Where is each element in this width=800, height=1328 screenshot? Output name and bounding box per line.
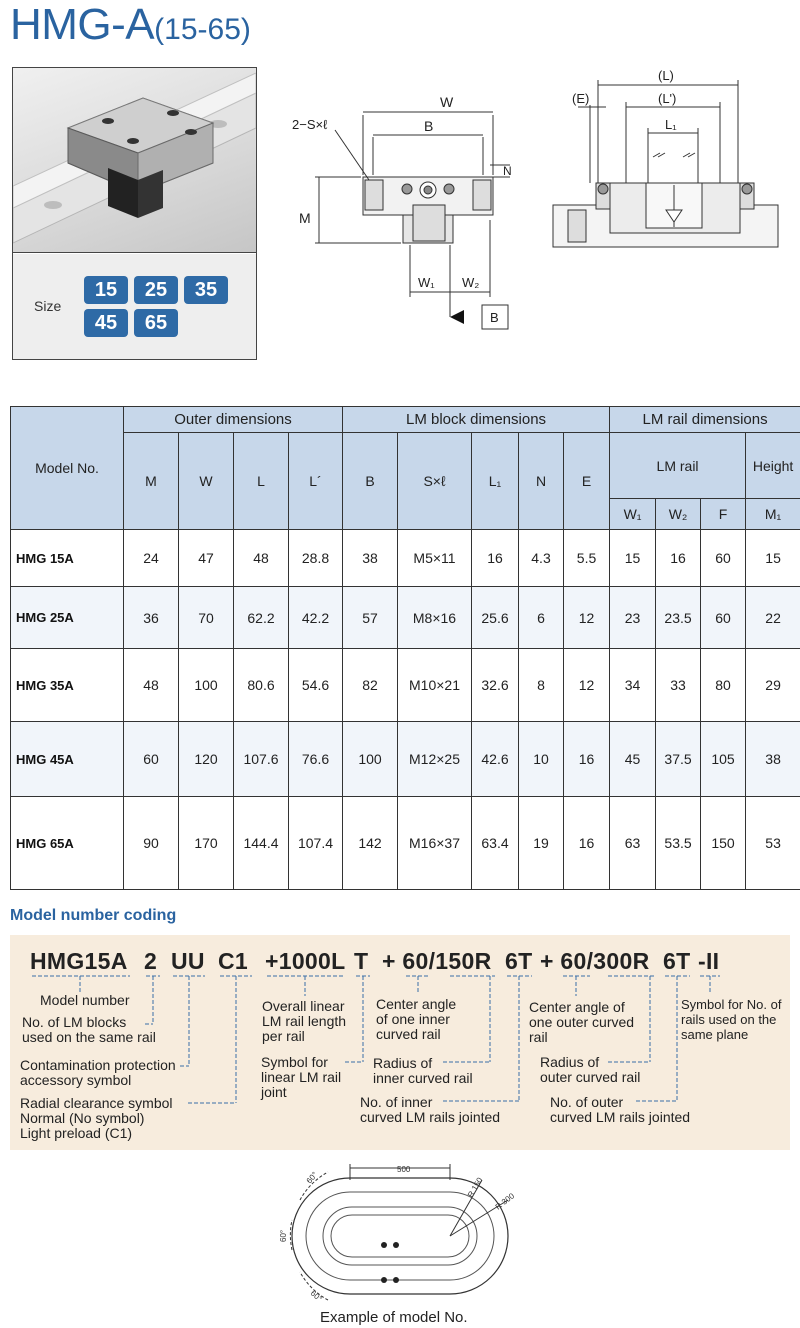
cell-F: 60 — [701, 587, 746, 649]
cell-L: 80.6 — [234, 649, 289, 722]
cell-N: 8 — [519, 649, 564, 722]
coding-label-overall-length — [262, 999, 346, 1044]
lm-rail-subheader: LM rail — [610, 433, 746, 499]
label-M: M — [299, 210, 311, 226]
cell-M1: 29 — [746, 649, 800, 722]
label-L1: L₁ — [665, 117, 677, 132]
title-main: HMG-A — [10, 0, 155, 49]
label-datum-B: B — [490, 310, 499, 325]
coding-label-line: joint — [261, 1084, 287, 1100]
coding-label-line: curved LM rails jointed — [550, 1109, 691, 1125]
code-clearance: C1 — [218, 948, 249, 974]
col-F: F — [701, 499, 746, 530]
cell-F: 60 — [701, 530, 746, 587]
coding-label-inner-radius — [373, 1056, 473, 1086]
cell-W2: 37.5 — [656, 722, 701, 797]
cell-E: 16 — [564, 722, 610, 797]
coding-label-line: linear LM rail — [261, 1069, 342, 1085]
cell-W2: 23.5 — [656, 587, 701, 649]
cell-W2: 16 — [656, 530, 701, 587]
label-E: (E) — [572, 91, 590, 106]
coding-label-line: Overall linear — [262, 998, 345, 1014]
cell-L: 48 — [234, 530, 289, 587]
coding-label-line: used on the same rail — [22, 1029, 156, 1045]
coding-label-line: Radius of — [373, 1055, 433, 1071]
cell-N: 19 — [519, 797, 564, 890]
cell-S: M10×21 — [398, 649, 472, 722]
cell-M: 24 — [124, 530, 179, 587]
code-outer-count: 6T — [663, 948, 691, 974]
cell-L1: 42.6 — [472, 722, 519, 797]
example-r-outer: R 300 — [493, 1191, 517, 1212]
label-L: (L) — [658, 68, 674, 83]
cell-E: 12 — [564, 649, 610, 722]
label-W: W — [440, 94, 454, 110]
cell-M: 60 — [124, 722, 179, 797]
cell-W1: 34 — [610, 649, 656, 722]
coding-label-outer-count — [550, 1095, 690, 1125]
cell-W2: 33 — [656, 649, 701, 722]
coding-label-line: curved rail — [376, 1026, 441, 1042]
coding-label-line: rail — [529, 1029, 548, 1045]
coding-label-line: outer curved rail — [540, 1069, 641, 1085]
row-model: HMG 45A — [11, 722, 124, 797]
size-chip-15[interactable]: 15 — [84, 276, 128, 304]
row-model: HMG 15A — [11, 530, 124, 587]
cell-F: 80 — [701, 649, 746, 722]
coding-label-line: curved LM rails jointed — [360, 1109, 501, 1125]
coding-label-line: Center angle of — [529, 999, 625, 1015]
coding-label-outer-radius — [540, 1055, 640, 1085]
cell-S: M8×16 — [398, 587, 472, 649]
example-angle-left: 60° — [279, 1229, 288, 1242]
cell-F: 150 — [701, 797, 746, 890]
cell-M1: 53 — [746, 797, 800, 890]
cell-W1: 23 — [610, 587, 656, 649]
cell-W1: 45 — [610, 722, 656, 797]
cell-B: 142 — [343, 797, 398, 890]
col-W1: W₁ — [610, 499, 656, 530]
code-outer: + 60/300R — [540, 948, 650, 974]
cell-Lprime: 76.6 — [289, 722, 343, 797]
code-joint: T — [354, 948, 369, 974]
coding-label-inner-angle — [376, 997, 456, 1042]
coding-label-line: same plane — [681, 1027, 749, 1042]
cell-E: 12 — [564, 587, 610, 649]
model-no-header: Model No. — [11, 407, 124, 530]
code-blocks: 2 — [144, 948, 158, 974]
coding-label-line: No. of inner — [360, 1094, 433, 1110]
cell-N: 4.3 — [519, 530, 564, 587]
coding-label-linear-symbol — [261, 1055, 341, 1100]
cell-W: 100 — [179, 649, 234, 722]
code-rails: -II — [698, 948, 720, 974]
coding-label-line: per rail — [262, 1028, 305, 1044]
cell-B: 57 — [343, 587, 398, 649]
cell-Lprime: 42.2 — [289, 587, 343, 649]
cell-M: 36 — [124, 587, 179, 649]
cell-B: 82 — [343, 649, 398, 722]
col-E: E — [564, 433, 610, 530]
cell-L: 144.4 — [234, 797, 289, 890]
row-model: HMG 65A — [11, 797, 124, 890]
cell-L: 107.6 — [234, 722, 289, 797]
cell-L1: 32.6 — [472, 649, 519, 722]
col-W2: W₂ — [656, 499, 701, 530]
code-model: HMG15A — [30, 948, 128, 974]
coding-label-line: LM rail length — [262, 1013, 347, 1029]
cell-S: M5×11 — [398, 530, 472, 587]
coding-label-line: Radial clearance symbol — [20, 1095, 173, 1111]
coding-label-outer-angle — [529, 1000, 634, 1045]
cell-L1: 25.6 — [472, 587, 519, 649]
cell-B: 100 — [343, 722, 398, 797]
coding-label-lm-blocks — [22, 1015, 156, 1045]
coding-label-line: Center angle — [376, 996, 457, 1012]
cell-F: 105 — [701, 722, 746, 797]
cell-E: 5.5 — [564, 530, 610, 587]
coding-label-line: Normal (No symbol) — [20, 1110, 145, 1126]
code-length: +1000L — [265, 948, 346, 974]
code-inner-count: 6T — [505, 948, 533, 974]
col-L: L — [234, 433, 289, 530]
cell-Lprime: 28.8 — [289, 530, 343, 587]
coding-label-line: No. of outer — [550, 1094, 624, 1110]
label-W2: W₂ — [462, 275, 480, 290]
cell-W: 47 — [179, 530, 234, 587]
coding-label-line: one outer curved — [529, 1014, 635, 1030]
row-model: HMG 35A — [11, 649, 124, 722]
col-M1: M₁ — [746, 499, 800, 530]
coding-label-line: No. of LM blocks — [22, 1014, 127, 1030]
coding-label-line: Symbol for — [261, 1054, 328, 1070]
coding-label-line: Light preload (C1) — [20, 1125, 133, 1141]
coding-label-model-number: Model number — [40, 992, 130, 1008]
col-B: B — [343, 433, 398, 530]
col-Lprime: L´ — [289, 433, 343, 530]
cell-W2: 53.5 — [656, 797, 701, 890]
lm-rail-dimensions-header: LM rail dimensions — [610, 407, 800, 433]
example-angle-bottom: 60° — [308, 1288, 324, 1304]
cell-E: 16 — [564, 797, 610, 890]
cell-S: M16×37 — [398, 797, 472, 890]
coding-label-radial — [20, 1096, 173, 1141]
label-B: B — [424, 118, 434, 134]
col-M: M — [124, 433, 179, 530]
example-length: 500 — [397, 1165, 411, 1174]
label-W1: W₁ — [418, 275, 435, 290]
cell-N: 6 — [519, 587, 564, 649]
coding-label-rails-symbol — [681, 997, 781, 1042]
outer-dimensions-header: Outer dimensions — [124, 407, 343, 433]
coding-label-line: accessory symbol — [20, 1072, 132, 1088]
col-N: N — [519, 433, 564, 530]
cell-W: 70 — [179, 587, 234, 649]
cell-W: 120 — [179, 722, 234, 797]
height-subheader: Height — [746, 433, 800, 499]
coding-label-line: Radius of — [540, 1054, 600, 1070]
coding-label-line: of one inner — [376, 1011, 450, 1027]
coding-title: Model number coding — [10, 907, 177, 924]
size-chip-35[interactable]: 35 — [184, 276, 228, 304]
cell-W1: 63 — [610, 797, 656, 890]
cell-W: 170 — [179, 797, 234, 890]
cell-S: M12×25 — [398, 722, 472, 797]
code-seal: UU — [171, 948, 205, 974]
cell-M1: 15 — [746, 530, 800, 587]
example-angle-top: 60° — [304, 1170, 320, 1186]
cell-M: 90 — [124, 797, 179, 890]
coding-label-line: Contamination protection — [20, 1057, 176, 1073]
col-L1: L₁ — [472, 433, 519, 530]
example-caption: Example of model No. — [320, 1309, 468, 1326]
coding-label-inner-count — [360, 1095, 500, 1125]
example-r-inner: R 150 — [465, 1176, 485, 1199]
label-N: N — [503, 164, 512, 178]
size-chip-25[interactable]: 25 — [134, 276, 178, 304]
coding-label-line: rails used on the — [681, 1012, 777, 1027]
coding-label-contamination — [20, 1058, 176, 1088]
cell-M: 48 — [124, 649, 179, 722]
cell-M1: 38 — [746, 722, 800, 797]
size-label: Size — [34, 298, 62, 314]
example-track-diagram — [270, 1160, 530, 1308]
coding-label-line: Symbol for No. of — [681, 997, 782, 1012]
cell-L1: 16 — [472, 530, 519, 587]
col-S: S×ℓ — [398, 433, 472, 530]
size-chip-65[interactable]: 65 — [134, 309, 178, 337]
cell-M1: 22 — [746, 587, 800, 649]
cell-L: 62.2 — [234, 587, 289, 649]
col-W: W — [179, 433, 234, 530]
row-model: HMG 25A — [11, 587, 124, 649]
label-S: 2−S×ℓ — [292, 117, 328, 132]
cell-Lprime: 107.4 — [289, 797, 343, 890]
lm-block-dimensions-header: LM block dimensions — [343, 407, 610, 433]
cell-B: 38 — [343, 530, 398, 587]
cell-N: 10 — [519, 722, 564, 797]
coding-label-line: inner curved rail — [373, 1070, 473, 1086]
cell-L1: 63.4 — [472, 797, 519, 890]
cell-W1: 15 — [610, 530, 656, 587]
label-Lprime: (L') — [658, 91, 677, 106]
size-chip-45[interactable]: 45 — [84, 309, 128, 337]
title-range: (15-65) — [154, 13, 251, 46]
code-inner: + 60/150R — [382, 948, 492, 974]
cell-Lprime: 54.6 — [289, 649, 343, 722]
